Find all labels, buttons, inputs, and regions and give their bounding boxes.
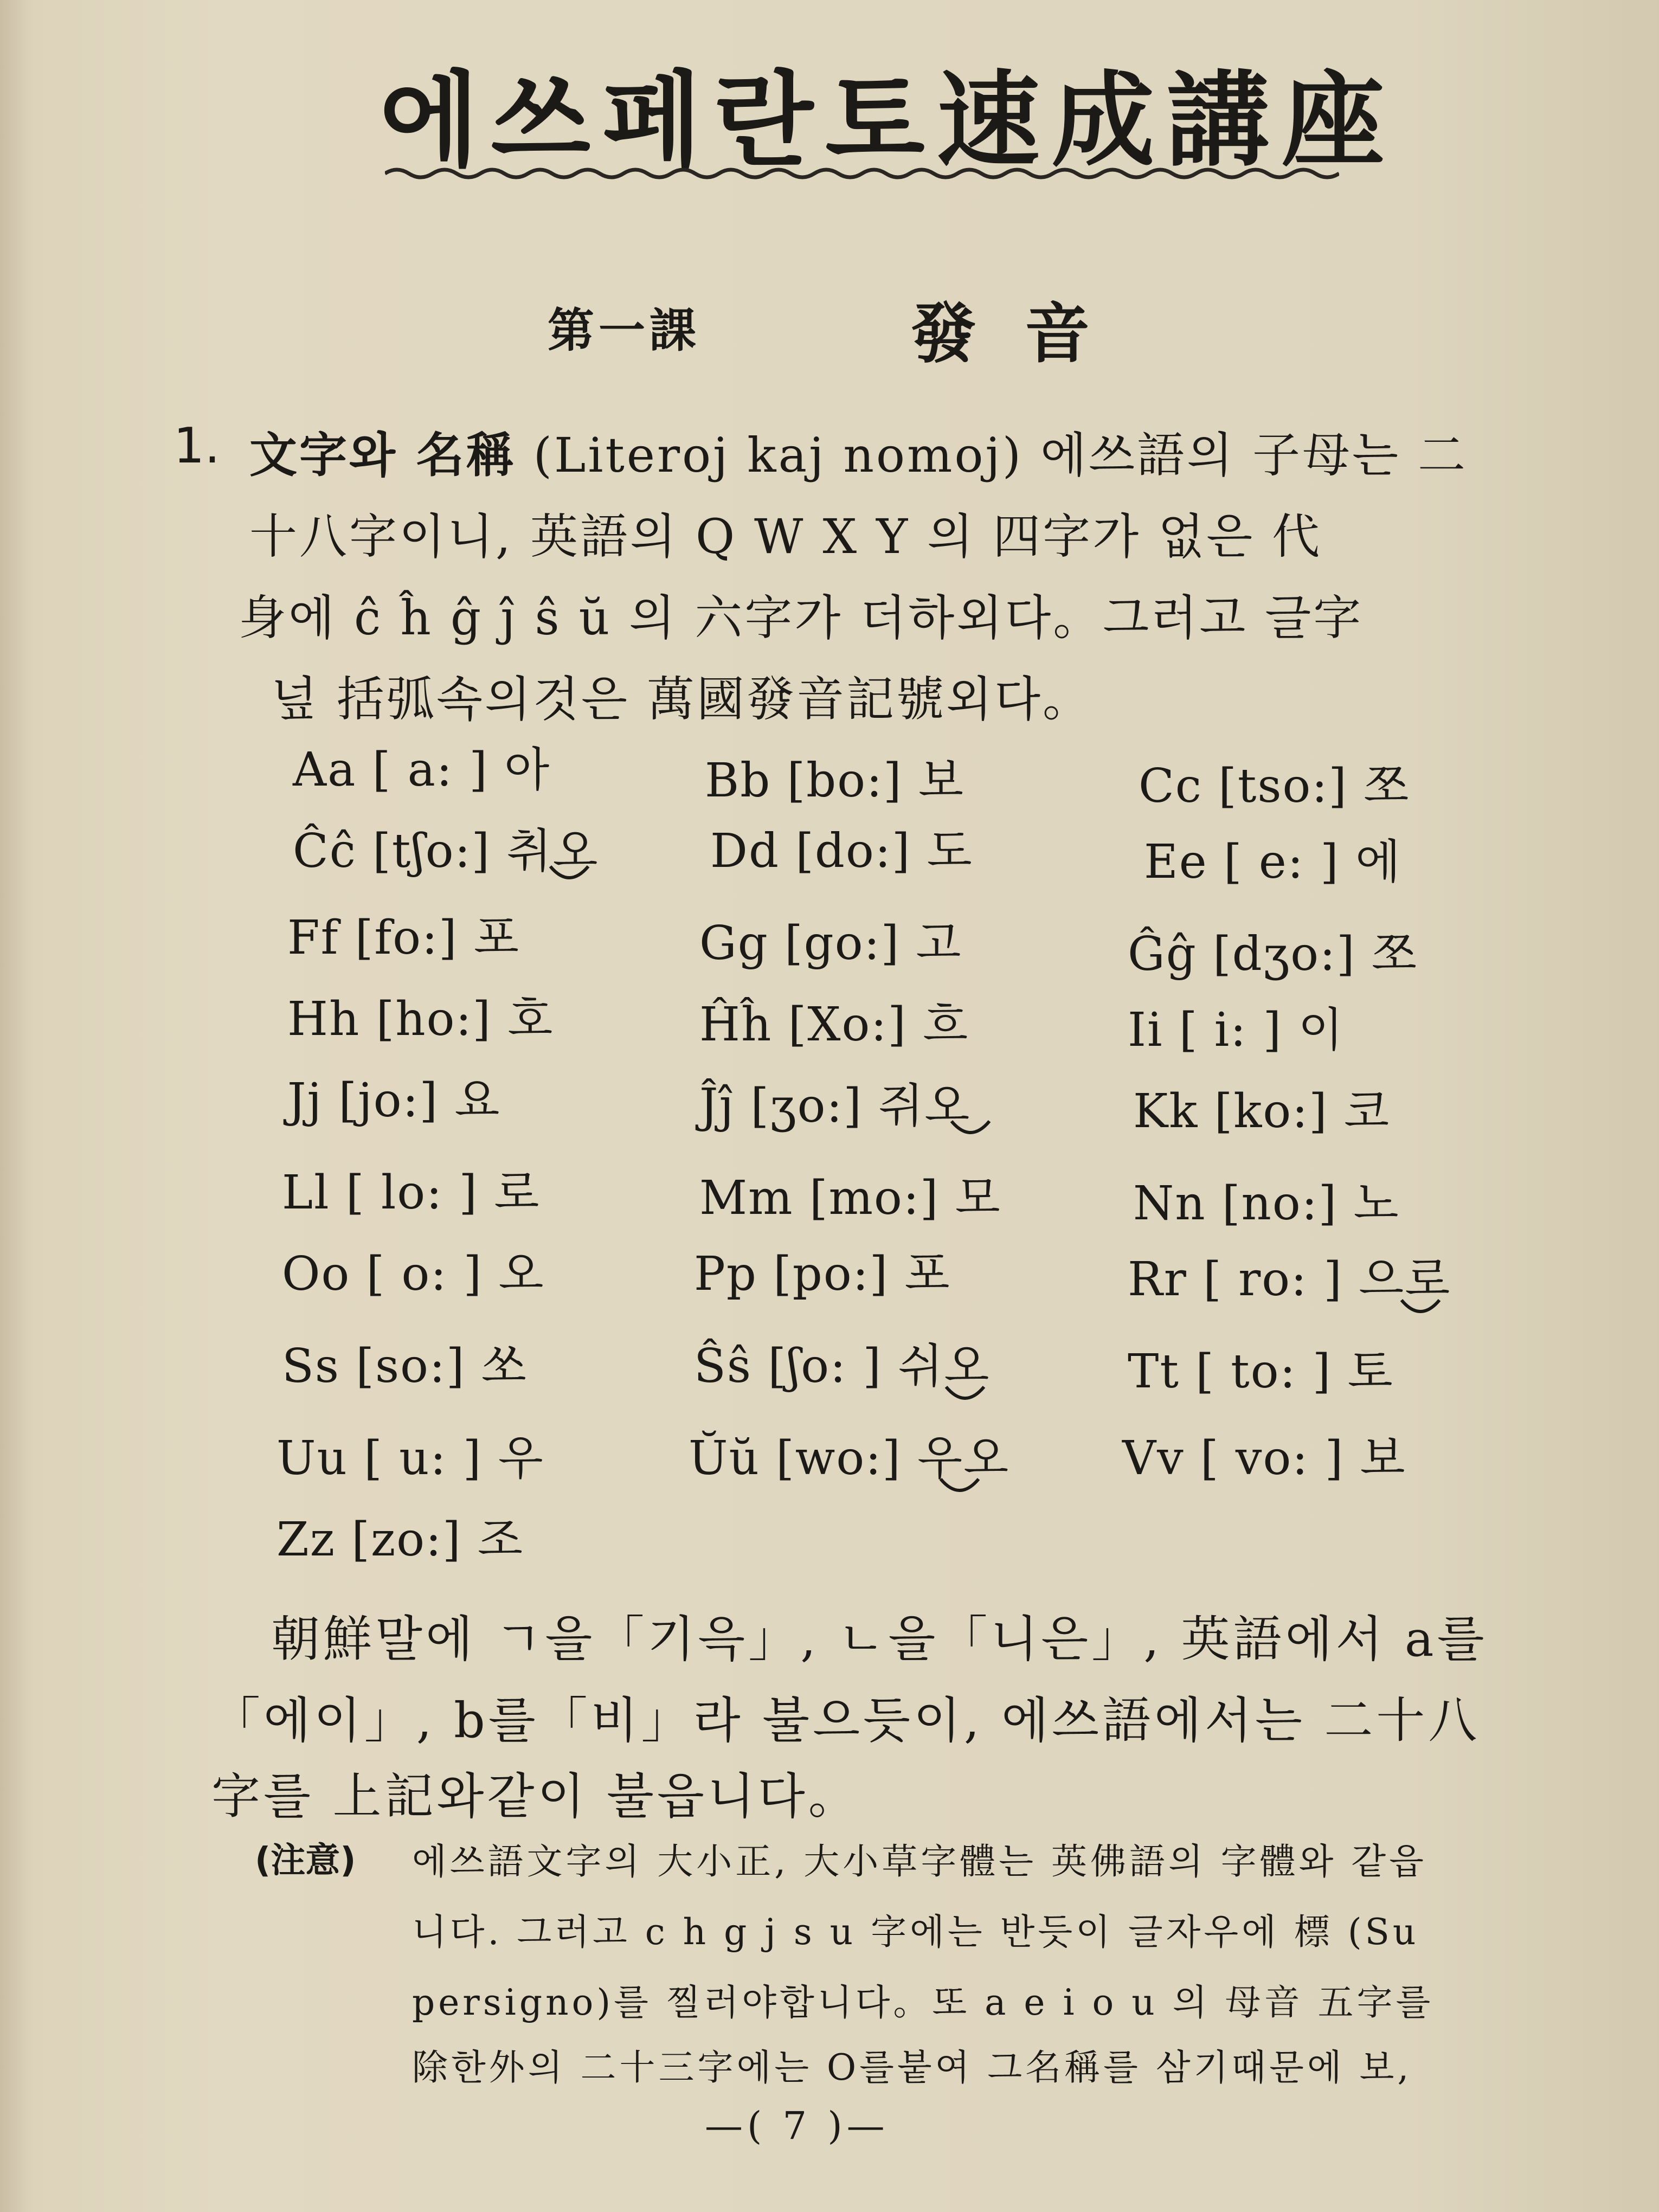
alphabet-entry: Ss [so:] 쏘 <box>282 1339 528 1393</box>
paragraph-line-1: 朝鮮말에 ㄱ을「기윽」, ㄴ을「니은」, 英語에서 a를 <box>271 1611 1488 1668</box>
alphabet-entry: Bb [bo:] 보 <box>705 754 964 808</box>
alphabet-entry: Zz [zo:] 조 <box>276 1513 524 1567</box>
section-heading: 文字와 名稱 <box>249 427 516 483</box>
ligature-mark <box>548 862 591 889</box>
note-line-2: 니다. 그러고 c h g j s u 字에는 반듯이 글자우에 標 (Su <box>412 1911 1419 1953</box>
section-line-4: 넢 括弧속의것은 萬國發音記號외다。 <box>271 671 1093 727</box>
note-line-3: persigno)를 찔러야합니다。또 a e i o u 의 母音 五字를 <box>412 1982 1434 2023</box>
alphabet-entry: Kk [ko:] 코 <box>1133 1084 1391 1139</box>
alphabet-entry: Mm [mo:] 모 <box>699 1171 1001 1225</box>
section-line-1 <box>249 417 1468 486</box>
alphabet-entry: Ee [ e: ] 에 <box>1144 835 1402 889</box>
alphabet-entry: Tt [ to: ] 토 <box>1128 1345 1394 1399</box>
alphabet-entry: Oo [ o: ] 오 <box>282 1247 545 1301</box>
ligature-mark <box>1399 1296 1442 1323</box>
note-line-4: 除한外의 二十三字에는 O를붙여 그名稱를 삼기때문에 보, <box>412 2047 1412 2088</box>
paragraph-line-2: 「에이」, b를「비」라 불으듯이, 에쓰語에서는 二十八 <box>211 1692 1481 1749</box>
alphabet-entry: Uu [ u: ] 우 <box>276 1431 544 1486</box>
alphabet-entry: Ŝŝ [ʃo: ] 쉬오 <box>694 1339 991 1393</box>
alphabet-entry: Hh [ho:] 호 <box>287 992 554 1046</box>
note-line-1: 에쓰語文字의 大小正, 大小草字體는 英佛語의 字體와 같읍 <box>412 1841 1427 1882</box>
alphabet-entry: Vv [ vo: ] 보 <box>1122 1431 1406 1486</box>
note-label: (注意) <box>255 1841 356 1881</box>
alphabet-entry: Ll [ lo: ] 로 <box>282 1166 541 1220</box>
section-line-2: 十八字이니, 英語의 Q W X Y 의 四字가 없은 代 <box>249 509 1322 564</box>
title-underline <box>385 163 1339 184</box>
alphabet-entry: Ŭŭ [wo:] 우오 <box>689 1431 1010 1486</box>
paragraph-line-3: 字를 上記와같이 불읍니다。 <box>211 1768 860 1825</box>
page-title: 에쓰페란토速成講座 <box>380 61 1397 181</box>
alphabet-entry: Rr [ ro: ] 으로 <box>1128 1252 1451 1307</box>
alphabet-entry: Dd [do:] 도 <box>710 824 973 878</box>
alphabet-entry: Ĉĉ [tʃo:] 취오 <box>293 824 599 878</box>
alphabet-entry: Ĥĥ [Xo:] 흐 <box>699 998 969 1052</box>
alphabet-entry: Nn [no:] 노 <box>1133 1176 1400 1231</box>
section-line-1-text: (Literoj kaj nomoj) 에쓰語의 子母는 二 <box>533 427 1468 483</box>
alphabet-entry: Jj [jo:] 요 <box>287 1073 501 1128</box>
lesson-title: 發音 <box>911 295 1139 372</box>
alphabet-entry: Ii [ i: ] 이 <box>1128 1003 1345 1057</box>
alphabet-entry: Cc [tso:] 쪼 <box>1139 759 1410 813</box>
alphabet-entry: Gg [go:] 고 <box>699 916 962 970</box>
page-number: —( 7 )— <box>705 2104 889 2148</box>
alphabet-entry: Pp [po:] 포 <box>694 1247 951 1301</box>
section-number: 1. <box>173 417 220 474</box>
alphabet-entry: Aa [ a: ] 아 <box>293 743 551 797</box>
alphabet-entry: Ĝĝ [dʒo:] 쪼 <box>1128 927 1418 981</box>
alphabet-entry: Ff [fo:] 포 <box>287 911 520 965</box>
lesson-number: 第一課 <box>548 304 700 358</box>
ligature-mark <box>949 1117 992 1144</box>
ligature-mark <box>943 1382 987 1410</box>
section-line-3: 身에 ĉ ĥ ĝ ĵ ŝ ŭ 의 六字가 더하외다。그러고 글字 <box>239 590 1364 646</box>
ligature-mark <box>938 1475 981 1502</box>
alphabet-entry: Ĵĵ [ʒo:] 쥐오 <box>699 1079 971 1133</box>
